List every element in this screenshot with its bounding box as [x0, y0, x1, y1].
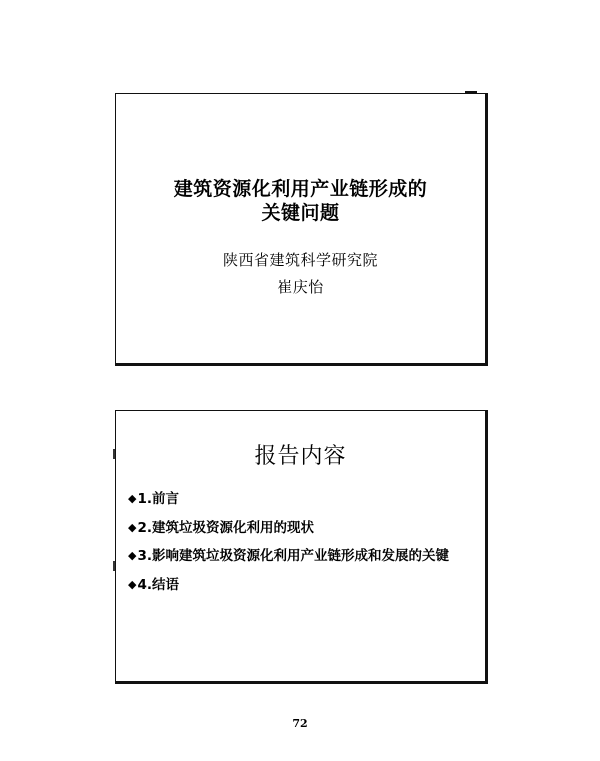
contents-slide: [115, 410, 488, 684]
slide-title-line-1: 建筑资源化利用产业链形成的: [173, 178, 428, 200]
list-item-label: 3.影响建筑垃圾资源化利用产业链形成和发展的关键: [137, 548, 449, 564]
list-item: [128, 575, 449, 604]
scan-mark: [465, 91, 477, 93]
list-item: [128, 518, 449, 547]
diamond-bullet-icon: ◆: [128, 549, 137, 562]
list-item: [128, 546, 449, 575]
contents-heading: 报告内容: [254, 444, 347, 469]
slide-title-line-2: 关键问题: [261, 202, 340, 224]
diamond-bullet-icon: ◆: [128, 520, 137, 534]
list-item-label: 2.建筑垃圾资源化利用的现状: [137, 519, 314, 536]
institute-name: 陕西省建筑科学研究院: [222, 251, 378, 269]
title-slide: [115, 93, 488, 366]
scan-mark: [113, 561, 115, 571]
scan-mark: [113, 449, 115, 459]
list-item: [128, 489, 449, 518]
list-item-label: 1.前言: [137, 491, 179, 507]
page-number: 72: [292, 717, 308, 730]
diamond-bullet-icon: ◆: [128, 492, 137, 505]
diamond-bullet-icon: ◆: [128, 577, 137, 591]
contents-list: [128, 489, 449, 603]
list-item-label: 4.结语: [137, 576, 179, 593]
author-name: 崔庆怡: [277, 278, 324, 296]
